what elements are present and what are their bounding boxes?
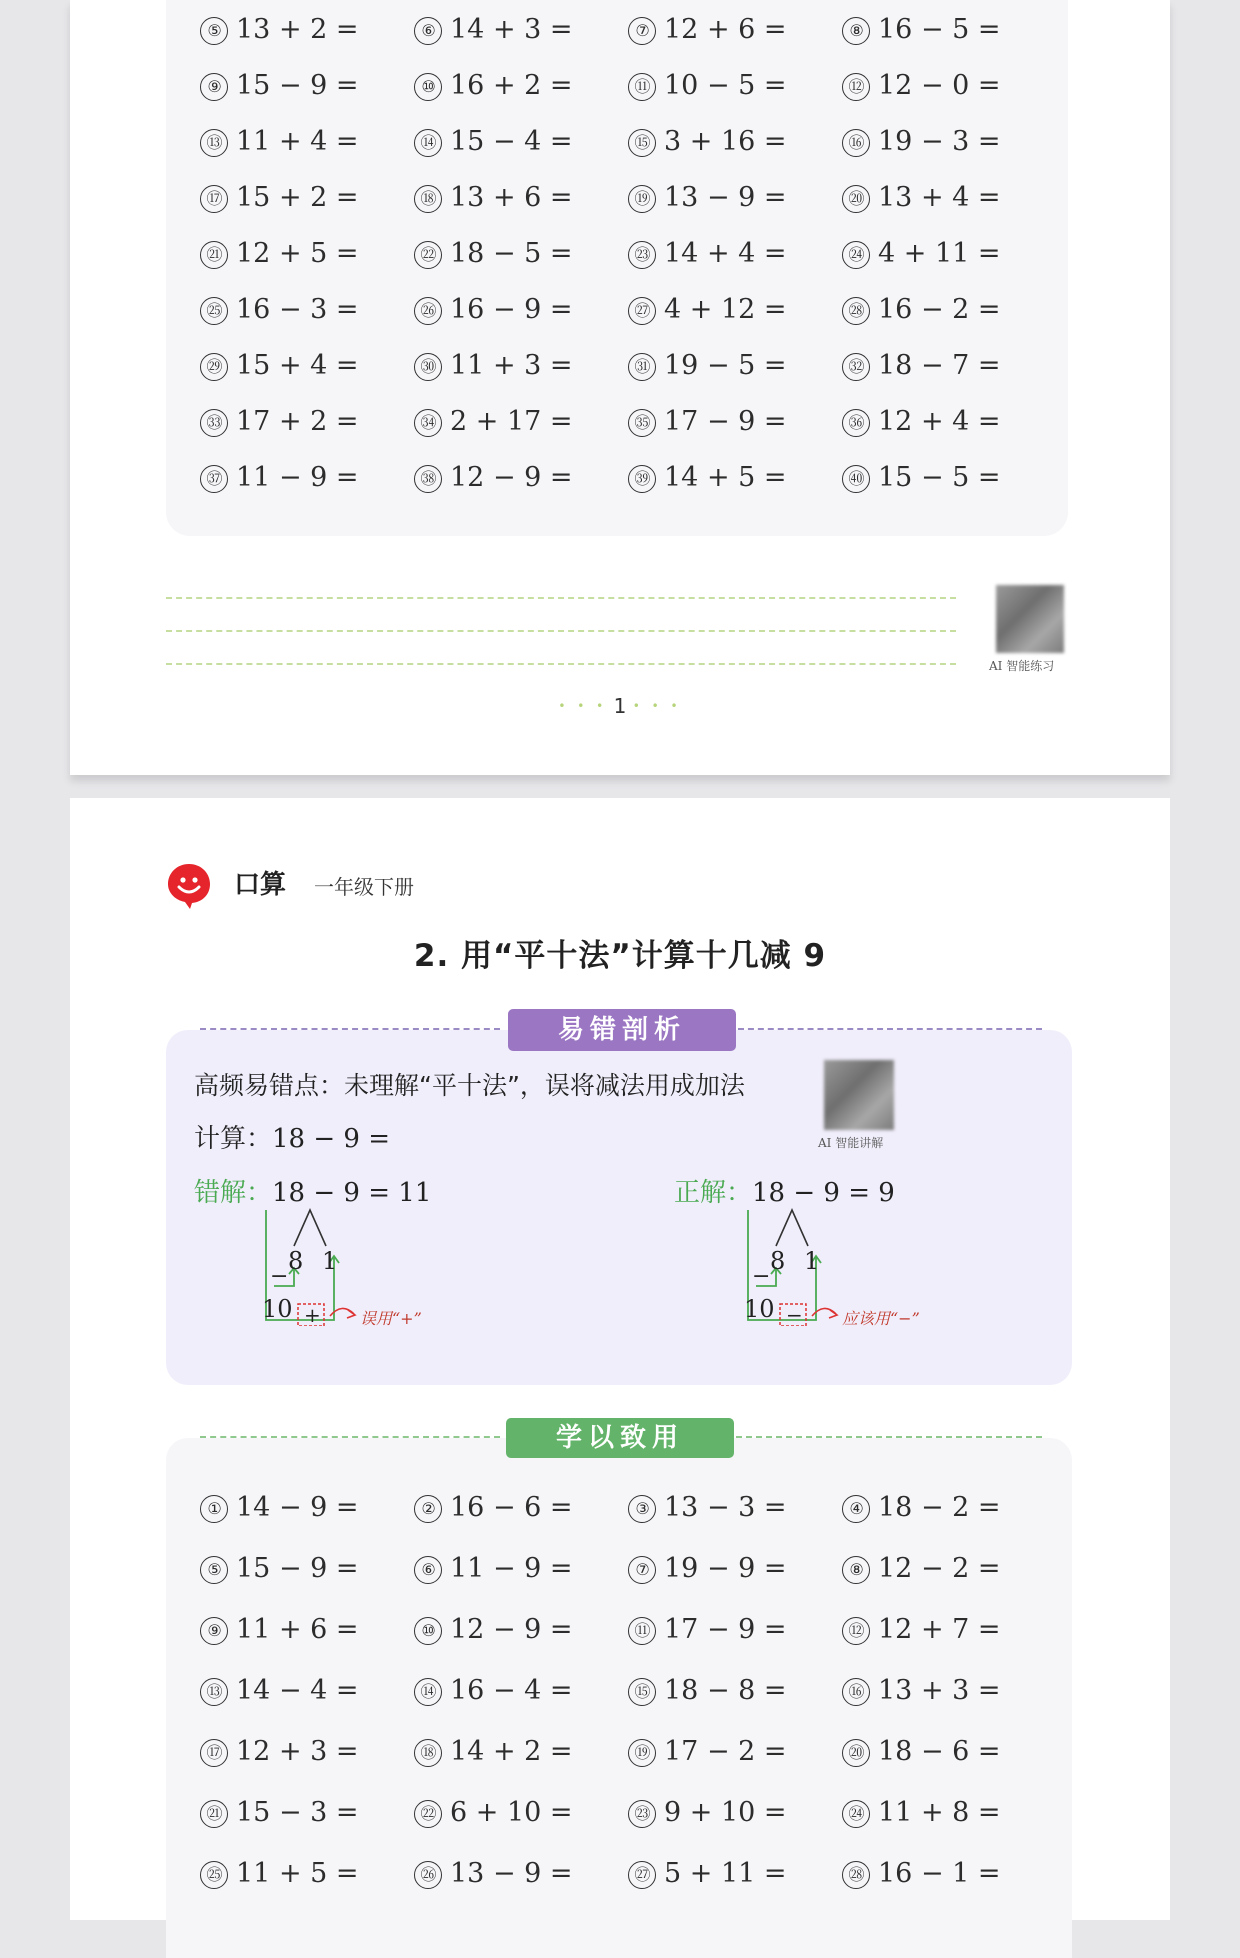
ten-value: 10 [744,1295,775,1323]
problem-item [842,1493,1001,1523]
problem-expression: 4 + 12 = [664,294,787,325]
problem-number: ㉑ [200,241,228,269]
problem-expression: 13 − 9 = [664,182,787,213]
problem-expression: 15 + 2 = [236,182,359,213]
problem-number: ⑫ [842,73,870,101]
problem-number: ⑩ [414,1617,442,1645]
problem-number: ㉒ [414,1800,442,1828]
qr-caption: AI 智能讲解 [818,1136,884,1150]
problem-item [200,1676,359,1706]
problem-item [842,407,1001,437]
problem-item [628,1554,787,1584]
problem-item [414,71,573,101]
right-solution [674,1172,895,1209]
split-digit: 1 [804,1247,820,1275]
book-title: 口算 [234,870,287,900]
problem-number: ㉖ [414,1861,442,1889]
problem-item [414,463,573,493]
problem-number: ⑪ [628,1617,656,1645]
problem-expression: 14 − 9 = [236,1492,359,1523]
problem-expression: 17 − 2 = [664,1736,787,1767]
pager-dots-left: • • • [558,699,608,713]
problem-expression: 16 − 3 = [236,294,359,325]
problem-expression: 17 + 2 = [236,406,359,437]
problem-expression: 18 − 2 = [878,1492,1001,1523]
problem-number: ⑦ [628,17,656,45]
problem-item [200,15,359,45]
problem-expression: 13 + 4 = [878,182,1001,213]
problem-expression: 17 − 9 = [664,406,787,437]
problem-item [628,463,787,493]
minus-sign: − [752,1264,771,1289]
problem-expression: 12 + 4 = [878,406,1001,437]
writing-line [166,597,956,599]
problem-number: ㉖ [414,297,442,325]
problem-expression: 19 − 9 = [664,1553,787,1584]
wrong-split-diagram [258,1206,458,1326]
problem-item [628,1676,787,1706]
problem-expression: 15 + 4 = [236,350,359,381]
problem-item [842,71,1001,101]
problem-number: ⑥ [414,17,442,45]
problem-expression: 2 + 17 = [450,406,573,437]
problem-item [842,351,1001,381]
book-subtitle: 一年级下册 [314,875,414,899]
problem-item [842,1859,1001,1889]
problem-item [628,351,787,381]
problem-number: ⑲ [628,1739,656,1767]
problem-expression: 16 − 6 = [450,1492,573,1523]
problem-number: ⑯ [842,1678,870,1706]
problem-number: ⑧ [842,1556,870,1584]
page-number-text: 1 [613,694,627,718]
problem-item [414,1798,573,1828]
problem-expression: 4 + 11 = [878,238,1001,269]
problem-number: ⑱ [414,185,442,213]
problem-number: ⑬ [200,129,228,157]
error-analysis-box [166,1030,1072,1385]
problem-item [628,1737,787,1767]
problem-expression: 11 + 3 = [450,350,573,381]
qr-code[interactable] [824,1060,894,1130]
problem-number: ⑳ [842,185,870,213]
problem-expression: 12 − 2 = [878,1553,1001,1584]
problem-item [628,15,787,45]
problem-expression: 13 − 9 = [450,1858,573,1889]
problem-number: ⑧ [842,17,870,45]
problem-number: ㉘ [842,1861,870,1889]
problem-expression: 13 − 3 = [664,1492,787,1523]
problem-number: ㊱ [842,409,870,437]
problem-expression: 14 + 3 = [450,14,573,45]
problem-expression: 12 − 9 = [450,1614,573,1645]
problem-number: ⑬ [200,1678,228,1706]
problem-item [842,463,1001,493]
problem-expression: 19 − 5 = [664,350,787,381]
problem-number: ⑮ [628,129,656,157]
worksheet-page-1 [70,0,1170,775]
problem-number: ④ [842,1495,870,1523]
problem-number: ㉒ [414,241,442,269]
problem-item [628,127,787,157]
problem-expression: 13 + 3 = [878,1675,1001,1706]
problem-item [414,1737,573,1767]
problem-number: ㉜ [842,353,870,381]
operator-box: − [786,1303,803,1327]
problem-expression: 16 + 2 = [450,70,573,101]
problem-expression: 11 − 9 = [450,1553,573,1584]
problem-expression: 11 − 9 = [236,462,359,493]
problem-expression: 9 + 10 = [664,1797,787,1828]
problem-number: ㉓ [628,1800,656,1828]
problem-item [628,183,787,213]
problem-item [628,239,787,269]
problem-item [842,1615,1001,1645]
problem-item [200,1798,359,1828]
problem-item [200,295,359,325]
problem-number: ㉝ [200,409,228,437]
problem-number: ㉓ [628,241,656,269]
ten-value: 10 [262,1295,293,1323]
problem-expression: 10 − 5 = [664,70,787,101]
problem-expression: 18 − 8 = [664,1675,787,1706]
problem-item [842,295,1001,325]
problem-number: ㉟ [628,409,656,437]
problem-item [628,295,787,325]
problem-item [842,127,1001,157]
problem-number: ⑰ [200,1739,228,1767]
problem-number: ⑯ [842,129,870,157]
problem-number: ⑫ [842,1617,870,1645]
section-divider [200,1436,500,1438]
problem-number: ⑤ [200,1556,228,1584]
error-point: 高频易错点：未理解“平十法”，误将减法用成加法 [194,1071,745,1100]
problem-expression: 16 − 9 = [450,294,573,325]
problem-item [414,1554,573,1584]
wrong-solution [194,1172,431,1209]
right-note: 应该用“−” [842,1309,920,1328]
problem-number: ⑭ [414,1678,442,1706]
problem-expression: 12 + 3 = [236,1736,359,1767]
problem-number: ③ [628,1495,656,1523]
problem-number: ⑱ [414,1739,442,1767]
problem-expression: 11 + 5 = [236,1858,359,1889]
problem-item [842,1554,1001,1584]
qr-caption: AI 智能练习 [989,659,1055,673]
problem-expression: 13 + 2 = [236,14,359,45]
problem-item [414,239,573,269]
problem-number: ㊴ [628,465,656,493]
problem-number: ㉛ [628,353,656,381]
problem-number: ⑨ [200,73,228,101]
lesson-title: 2. 用“平十法”计算十几减 9 [413,938,827,974]
problem-item [628,1859,787,1889]
problem-expression: 12 − 0 = [878,70,1001,101]
problem-number: ⑳ [842,1739,870,1767]
problem-item [200,1493,359,1523]
right-label: 正解： [674,1178,753,1208]
problem-number: ⑦ [628,1556,656,1584]
problem-item [628,1493,787,1523]
problem-expression: 12 + 6 = [664,14,787,45]
problem-expression: 18 − 6 = [878,1736,1001,1767]
problem-number: ㊳ [414,465,442,493]
problem-item [200,463,359,493]
problem-number: ㊵ [842,465,870,493]
problem-expression: 16 − 5 = [878,14,1001,45]
problem-number: ② [414,1495,442,1523]
problem-expression: 14 + 5 = [664,462,787,493]
minus-sign: − [270,1264,289,1289]
problem-number: ㉔ [842,241,870,269]
section-title-practice: 学以致用 [506,1418,734,1458]
page-number [70,694,1170,718]
writing-line [166,630,956,632]
problem-number: ㉞ [414,409,442,437]
problem-number: ⑰ [200,185,228,213]
problem-item [842,1676,1001,1706]
pager-dots-right: • • • [632,699,682,713]
problem-number: ㉕ [200,1861,228,1889]
problem-expression: 14 + 4 = [664,238,787,269]
operator-box: + [304,1303,321,1327]
problem-expression: 11 + 8 = [878,1797,1001,1828]
worksheet-page-2 [70,798,1170,1920]
problem-item [200,1737,359,1767]
problem-item [414,1615,573,1645]
problem-item [414,295,573,325]
problem-expression: 11 + 6 = [236,1614,359,1645]
problem-item [414,351,573,381]
writing-line [166,663,956,665]
problem-item [200,351,359,381]
problem-number: ⑥ [414,1556,442,1584]
problem-item [414,1676,573,1706]
problem-item [628,407,787,437]
problem-number: ㉘ [842,297,870,325]
problem-item [200,1554,359,1584]
problem-number: ㉔ [842,1800,870,1828]
split-digit: 1 [322,1247,338,1275]
problem-number: ㉗ [628,1861,656,1889]
wrong-note: 误用“+” [360,1309,422,1328]
problem-number: ⑩ [414,73,442,101]
problem-expression: 11 + 4 = [236,126,359,157]
problem-expression: 18 − 7 = [878,350,1001,381]
split-digit: 8 [770,1247,786,1275]
problem-expression: 6 + 10 = [450,1797,573,1828]
problem-item [200,239,359,269]
smiley-logo-icon [166,862,212,910]
split-digit: 8 [288,1247,304,1275]
problem-expression: 3 + 16 = [664,126,787,157]
problem-expression: 14 + 2 = [450,1736,573,1767]
problem-number: ㉚ [414,353,442,381]
problem-expression: 12 − 9 = [450,462,573,493]
problem-expression: 5 + 11 = [664,1858,787,1889]
problem-expression: 15 − 3 = [236,1797,359,1828]
problem-expression: 12 + 7 = [878,1614,1001,1645]
problem-expression: 16 − 1 = [878,1858,1001,1889]
problem-item [842,1798,1001,1828]
problem-expression: 15 − 9 = [236,1553,359,1584]
problem-number: ㉗ [628,297,656,325]
problem-item [842,15,1001,45]
problem-item [414,127,573,157]
problem-item [414,15,573,45]
problem-expression: 16 − 2 = [878,294,1001,325]
section-divider [736,1436,1042,1438]
wrong-expression: 18 − 9 = 11 [272,1178,432,1208]
problem-item [200,127,359,157]
problem-expression: 15 − 4 = [450,126,573,157]
problem-number: ⑮ [628,1678,656,1706]
problem-expression: 18 − 5 = [450,238,573,269]
problem-expression: 13 + 6 = [450,182,573,213]
problem-expression: 17 − 9 = [664,1614,787,1645]
problem-item [628,71,787,101]
problem-item [414,183,573,213]
right-expression: 18 − 9 = 9 [752,1178,895,1208]
wrong-label: 错解： [194,1178,273,1208]
problem-number: ㉑ [200,1800,228,1828]
problem-number: ⑨ [200,1617,228,1645]
problem-expression: 15 − 9 = [236,70,359,101]
problem-number: ⑲ [628,185,656,213]
problem-number: ⑭ [414,129,442,157]
problem-number: ⑪ [628,73,656,101]
problem-item [628,1615,787,1645]
problem-item [200,71,359,101]
problem-number: ㉕ [200,297,228,325]
problem-number: ⑤ [200,17,228,45]
problem-item [414,1859,573,1889]
problem-item [200,1859,359,1889]
problem-item [414,1493,573,1523]
problem-number: ① [200,1495,228,1523]
problem-item [842,239,1001,269]
problem-number: ㉙ [200,353,228,381]
problem-expression: 14 − 4 = [236,1675,359,1706]
qr-code[interactable] [996,585,1064,653]
calc-prompt: 计算：18 − 9 = [194,1124,390,1154]
problem-item [628,1798,787,1828]
problem-item [200,183,359,213]
problem-item [414,407,573,437]
section-title-analysis: 易错剖析 [508,1009,736,1051]
problem-item [200,407,359,437]
problem-expression: 12 + 5 = [236,238,359,269]
problem-item [200,1615,359,1645]
problem-item [842,183,1001,213]
problem-number: ㊲ [200,465,228,493]
problem-expression: 19 − 3 = [878,126,1001,157]
problem-expression: 16 − 4 = [450,1675,573,1706]
problem-item [842,1737,1001,1767]
problem-expression: 15 − 5 = [878,462,1001,493]
